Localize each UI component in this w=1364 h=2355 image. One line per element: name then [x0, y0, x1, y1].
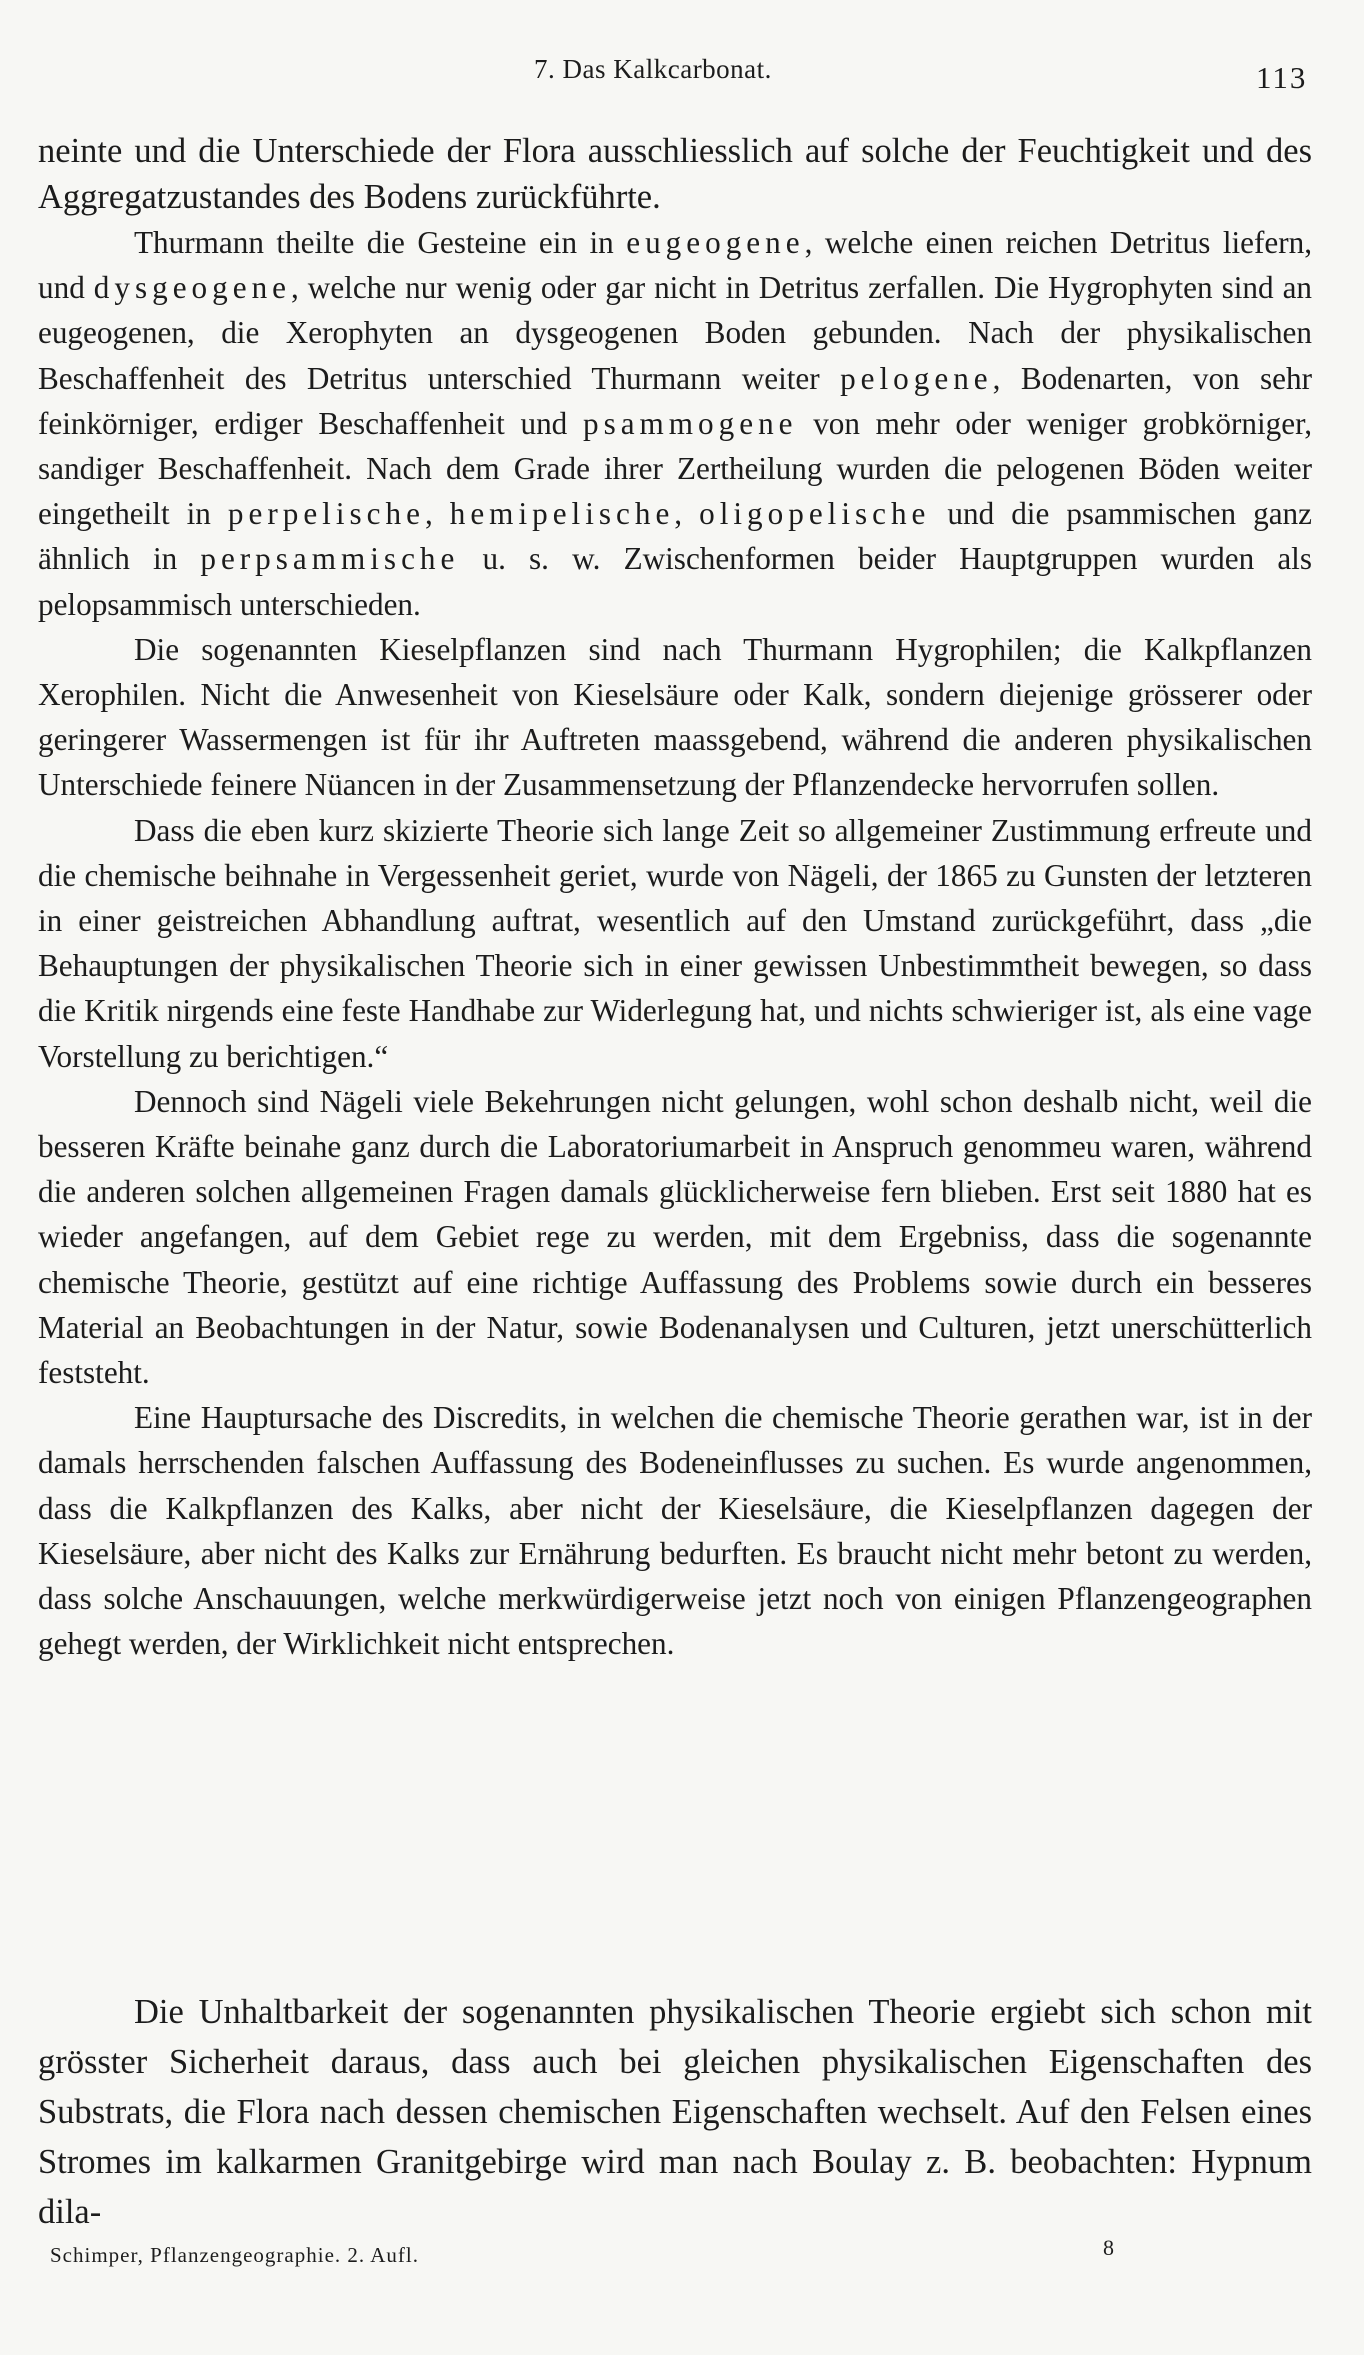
paragraph — [38, 1395, 1312, 1666]
spaced-term: pelogene — [840, 360, 993, 396]
page-footer — [0, 2235, 1364, 2283]
paragraph — [38, 220, 1312, 627]
spaced-term: eugeogene — [626, 225, 805, 260]
text-run: und die psammischen ganz ähnlich in — [38, 496, 1312, 577]
text-run: , Bodenarten, von sehr feinkörniger, erdiger Beschaffenheit und — [38, 360, 1313, 441]
paragraph — [38, 128, 1312, 220]
text-run: u. s. w. Zwischenformen beider Hauptgruppen wurden als pelopsammisch unterschieden. — [38, 541, 1312, 622]
paragraph — [38, 627, 1312, 808]
text-run: Dennoch sind Nägeli viele Bekehrungen nicht gelungen, wohl schon deshalb nicht, weil die besseren Kräfte beinahe ganz durch die Laboratoriumarbeit in Anspruch genommeu waren, während die anderen solchen allgemeinen Fragen damals glücklicherweise fern blieben. Erst seit 1880 hat es wieder angefangen, auf dem Gebiet rege zu werden, mit dem Ergebniss, dass die sogenannte chemische Theorie, gestützt auf eine richtige Auffassung des Problems sowie durch ein besseres Material an Beobachtungen in der Natur, sowie Bodenanalysen und Culturen, jetzt unerschütterlich feststeht. — [38, 1083, 1312, 1391]
text-run: von mehr oder weniger grobkörniger, sandiger Beschaffenheit. Nach dem Grade ihrer Zertheilung wurden die pelogenen Böden weiter eingetheilt in — [38, 405, 1313, 532]
page-number: 113 — [1256, 60, 1308, 95]
text-run: , welche einen reichen Detritus liefern, und — [38, 225, 1312, 306]
text-run: Thurmann theilte die Gesteine ein in — [134, 225, 627, 260]
text-run: , — [674, 496, 700, 532]
spaced-term: oligopelische — [699, 496, 931, 532]
body-text — [38, 128, 1312, 1667]
spaced-term: perpsammische — [200, 541, 460, 577]
running-title: 7. Das Kalkcarbonat. — [534, 54, 772, 84]
text-run: , — [424, 496, 450, 532]
text-run: , welche nur wenig oder gar nicht in Detritus zerfallen. Die Hygrophyten sind an eugeogenen, die Xerophyten an dysgeogenen Boden gebunden. Nach der physikalischen Beschaffenheit des Detritus unterschied Thurmann weiter — [38, 270, 1313, 396]
text-run: Eine Hauptursache des Discredits, in welchen die chemische Theorie gerathen war, ist in der damals herrschenden falschen Auffassung des Bodeneinflusses zu suchen. Es wurde angenommen, dass die Kalkpflanzen des Kalks, aber nicht der Kieselsäure, die Kieselpflanzen dagegen der Kieselsäure, aber nicht des Kalks zur Ernährung bedurften. Es braucht nicht mehr betont zu werden, dass solche Anschauungen, welche merkwürdigerweise jetzt noch von einigen Pflanzengeographen gehegt werden, der Wirklichkeit nicht entsprechen. — [38, 1400, 1312, 1662]
sheet-number: 8 — [1103, 2235, 1114, 2260]
spaced-term: hemipelische — [449, 496, 675, 532]
spaced-term: perpelische — [227, 496, 425, 532]
text-run: neinte und die Unterschiede der Flora ausschliesslich auf solche der Feuchtigkeit und des Aggregatzustandes des Bodens zurückführte. — [38, 132, 1312, 216]
text-run: Die Unhaltbarkeit der sogenannten physikalischen Theorie ergiebt sich schon mit grösster Sicherheit daraus, dass auch bei gleichen physikalischen Eigenschaften des Substrats, die Flora nach dessen chemischen Eigenschaften wechselt. Auf den Felsen eines Stromes im kalkarmen Granitgebirge wird man nach Boulay z. B. beobachten: Hypnum dila- — [38, 1993, 1312, 2231]
spaced-term: psammogene — [582, 405, 798, 441]
body-text-large — [38, 1987, 1312, 2237]
printer-signature: Schimper, Pflanzengeographie. 2. Aufl. — [50, 2243, 419, 2267]
text-run: Die sogenannten Kieselpflanzen sind nach Thurmann Hygrophilen; die Kalkpflanzen Xerophilen. Nicht die Anwesenheit von Kieselsäure oder Kalk, sondern diejenige grösserer oder geringerer Wassermengen ist für ihr Auftreten maassgebend, während die anderen physikalischen Unterschiede feinere Nüancen in der Zusammensetzung der Pflanzendecke hervorrufen sollen. — [38, 631, 1312, 803]
page-header — [0, 48, 1364, 108]
spaced-term: dysgeogene — [93, 270, 292, 306]
paragraph — [38, 1079, 1312, 1395]
paragraph — [38, 1987, 1312, 2237]
paragraph — [38, 808, 1312, 1079]
text-run: Dass die eben kurz skizierte Theorie sich lange Zeit so allgemeiner Zustimmung erfreute und die chemische beihnahe in Vergessenheit geriet, wurde von Nägeli, der 1865 zu Gunsten der letzteren in einer geistreichen Abhandlung auftrat, wesentlich auf den Umstand zurückgeführt, dass „die Behauptungen der physikalischen Theorie sich in einer gewissen Unbestimmtheit bewegen, so dass die Kritik nirgends eine feste Handhabe zur Widerlegung hat, und nichts schwieriger ist, als eine vage Vorstellung zu berichtigen.“ — [38, 812, 1312, 1074]
